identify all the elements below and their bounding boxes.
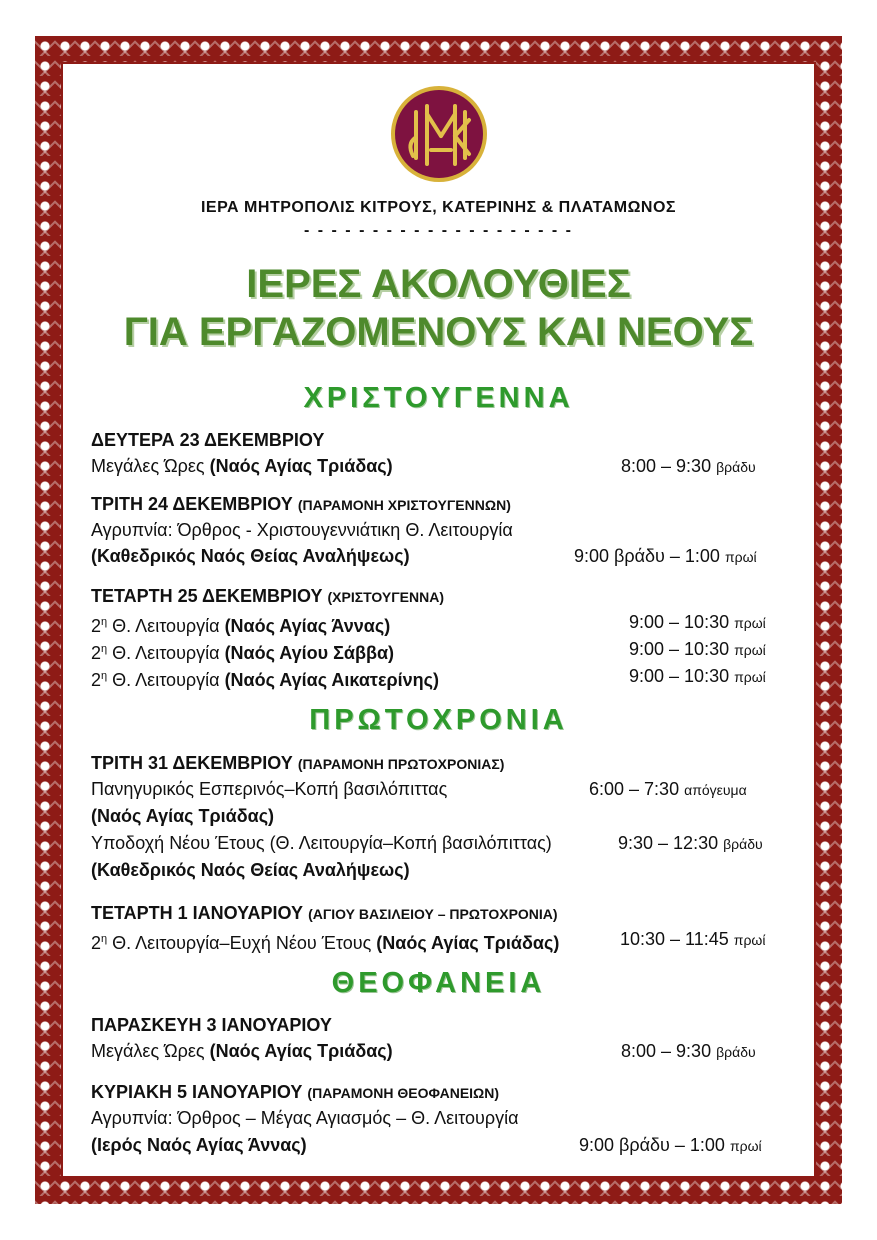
- time-range: 9:00 – 10:30: [629, 666, 730, 686]
- day-heading: [91, 901, 791, 925]
- day-label: ΤΕΤΑΡΤΗ 1 ΙΑΝΟΥΑΡΙΟΥ: [91, 903, 304, 923]
- time-range: 9:00 βράδυ – 1:00: [579, 1135, 725, 1155]
- service-time: [574, 544, 757, 569]
- service-time: [621, 454, 756, 479]
- service-name: Μεγάλες Ώρες: [91, 456, 210, 476]
- service-name: Θ. Λειτουργία: [107, 616, 225, 636]
- service-name: Πανηγυρικός Εσπερινός–Κοπή βασιλόπιττας: [91, 779, 448, 799]
- service-time: [629, 610, 766, 635]
- church-name: (Ναός Αγίας Τριάδας): [376, 933, 560, 953]
- service-time: [618, 831, 763, 856]
- church-name: (Καθεδρικός Ναός Θείας Αναλήψεως): [91, 546, 410, 566]
- ordinal: 2: [91, 616, 102, 636]
- separator: - - - - - - - - - - - - - - - - - - - -: [303, 222, 574, 239]
- day-label: ΚΥΡΙΑΚΗ 5 ΙΑΝΟΥΑΡΙΟΥ: [91, 1082, 303, 1102]
- church-name: (Ναός Αγίας Τριάδας): [209, 456, 393, 476]
- diocese-logo-icon: [389, 84, 489, 184]
- service-line: [91, 1039, 791, 1063]
- main-title-line2: ΓΙΑ ΕΡΓΑΖΟΜΕΝΟΥΣ ΚΑΙ ΝΕΟΥΣ: [123, 310, 754, 354]
- service-line: [91, 831, 791, 855]
- service-time: [621, 1039, 756, 1064]
- time-range: 9:30 – 12:30: [618, 833, 719, 853]
- time-suffix: απόγευμα: [684, 782, 747, 798]
- day-heading: [91, 751, 791, 775]
- day-note: (ΠΑΡΑΜΟΝΗ ΠΡΩΤΟΧΡΟΝΙΑΣ): [297, 756, 505, 772]
- service-name: Μεγάλες Ώρες: [91, 1041, 210, 1061]
- church-name: (Καθεδρικός Ναός Θείας Αναλήψεως): [91, 860, 410, 880]
- ordinal-suffix: η: [101, 643, 108, 655]
- time-suffix: βράδυ: [716, 459, 756, 475]
- ordinal-suffix: η: [101, 670, 108, 682]
- time-suffix: βράδυ: [716, 1044, 756, 1060]
- time-suffix: πρωί: [724, 549, 757, 565]
- service-line: [91, 664, 791, 688]
- time-suffix: πρωί: [734, 615, 766, 631]
- service-name: Θ. Λειτουργία: [107, 643, 225, 663]
- time-range: 9:00 βράδυ – 1:00: [574, 546, 720, 566]
- church-name: (Ναός Αγίας Τριάδας): [209, 1041, 393, 1061]
- section-christmas: ΧΡΙΣΤΟΥΓΕΝΝΑ: [303, 382, 574, 414]
- service-time: [589, 777, 747, 802]
- service-line: [91, 637, 791, 661]
- service-line: [91, 610, 791, 634]
- time-range: 6:00 – 7:30: [589, 779, 680, 799]
- service-line: [91, 1106, 791, 1130]
- service-line: [91, 927, 791, 951]
- time-range: 10:30 – 11:45: [620, 929, 729, 949]
- day-note: (ΧΡΙΣΤΟΥΓΕΝΝΑ): [327, 589, 444, 605]
- service-name: Θ. Λειτουργία: [107, 670, 225, 690]
- ordinal: 2: [91, 933, 102, 953]
- time-suffix: πρωί: [734, 669, 766, 685]
- day-heading: [91, 584, 791, 608]
- time-range: 9:00 – 10:30: [629, 612, 730, 632]
- day-note: (ΑΓΙΟΥ ΒΑΣΙΛΕΙΟΥ – ΠΡΩΤΟΧΡΟΝΙΑ): [308, 906, 558, 922]
- service-line: [91, 544, 791, 568]
- day-heading: [91, 1080, 791, 1104]
- time-range: 9:00 – 10:30: [629, 639, 730, 659]
- diocese-name: ΙΕΡΑ ΜΗΤΡΟΠΟΛΙΣ ΚΙΤΡΟΥΣ, ΚΑΤΕΡΙΝΗΣ & ΠΛΑΤΑΜΩΝΟΣ: [200, 199, 677, 216]
- day-heading: [91, 1013, 791, 1037]
- time-suffix: βράδυ: [723, 836, 763, 852]
- section-newyear: ΠΡΩΤΟΧΡΟΝΙΑ: [309, 704, 568, 736]
- church-name: (Ναός Αγίου Σάββα): [224, 643, 395, 663]
- day-heading: [91, 492, 791, 516]
- service-line: [91, 1133, 791, 1157]
- church-name: (Ναός Αγίας Τριάδας): [91, 806, 275, 826]
- day-label: ΤΕΤΑΡΤΗ 25 ΔΕΚΕΜΒΡΙΟΥ: [91, 586, 323, 606]
- service-line: [91, 858, 791, 882]
- church-name: (Ιερός Ναός Αγίας Άννας): [91, 1135, 307, 1155]
- service-name: Αγρυπνία: Όρθρος – Μέγας Αγιασμός – Θ. Λειτουργία: [91, 1108, 519, 1128]
- day-label: ΤΡΙΤΗ 24 ΔΕΚΕΜΒΡΙΟΥ: [91, 494, 293, 514]
- service-time: [629, 637, 766, 662]
- time-range: 8:00 – 9:30: [621, 1041, 712, 1061]
- day-note: (ΠΑΡΑΜΟΝΗ ΘΕΟΦΑΝΕΙΩΝ): [307, 1085, 500, 1101]
- day-label: ΠΑΡΑΣΚΕΥΗ 3 ΙΑΝΟΥΑΡΙΟΥ: [91, 1015, 332, 1035]
- day-label: ΔΕΥΤΕΡΑ 23 ΔΕΚΕΜΒΡΙΟΥ: [91, 430, 325, 450]
- ordinal-suffix: η: [101, 933, 108, 945]
- service-line: [91, 454, 791, 478]
- ordinal: 2: [91, 670, 102, 690]
- day-heading: [91, 428, 791, 452]
- service-line: [91, 518, 791, 542]
- time-range: 8:00 – 9:30: [621, 456, 712, 476]
- service-time: [629, 664, 766, 689]
- ordinal-suffix: η: [101, 616, 108, 628]
- service-line: [91, 804, 791, 828]
- time-suffix: πρωί: [734, 642, 766, 658]
- church-name: (Ναός Αγίας Άννας): [224, 616, 391, 636]
- service-name: Θ. Λειτουργία–Ευχή Νέου Έτους: [107, 933, 377, 953]
- main-title-line1: ΙΕΡΕΣ ΑΚΟΛΟΥΘΙΕΣ: [246, 262, 631, 306]
- day-note: (ΠΑΡΑΜΟΝΗ ΧΡΙΣΤΟΥΓΕΝΝΩΝ): [297, 497, 511, 513]
- section-epiphany: ΘΕΟΦΑΝΕΙΑ: [331, 967, 546, 999]
- service-name: Υποδοχή Νέου Έτους (Θ. Λειτουργία–Κοπή βασιλόπιττας): [91, 833, 552, 853]
- service-name: Αγρυπνία: Όρθρος - Χριστουγεννιάτικη Θ. Λειτουργία: [91, 520, 513, 540]
- church-name: (Ναός Αγίας Αικατερίνης): [224, 670, 439, 690]
- ordinal: 2: [91, 643, 102, 663]
- service-line: [91, 777, 791, 801]
- service-time: [579, 1133, 762, 1158]
- time-suffix: πρωί: [729, 1138, 762, 1154]
- time-suffix: πρωί: [733, 932, 766, 948]
- service-time: [620, 927, 765, 952]
- day-label: ΤΡΙΤΗ 31 ΔΕΚΕΜΒΡΙΟΥ: [91, 753, 293, 773]
